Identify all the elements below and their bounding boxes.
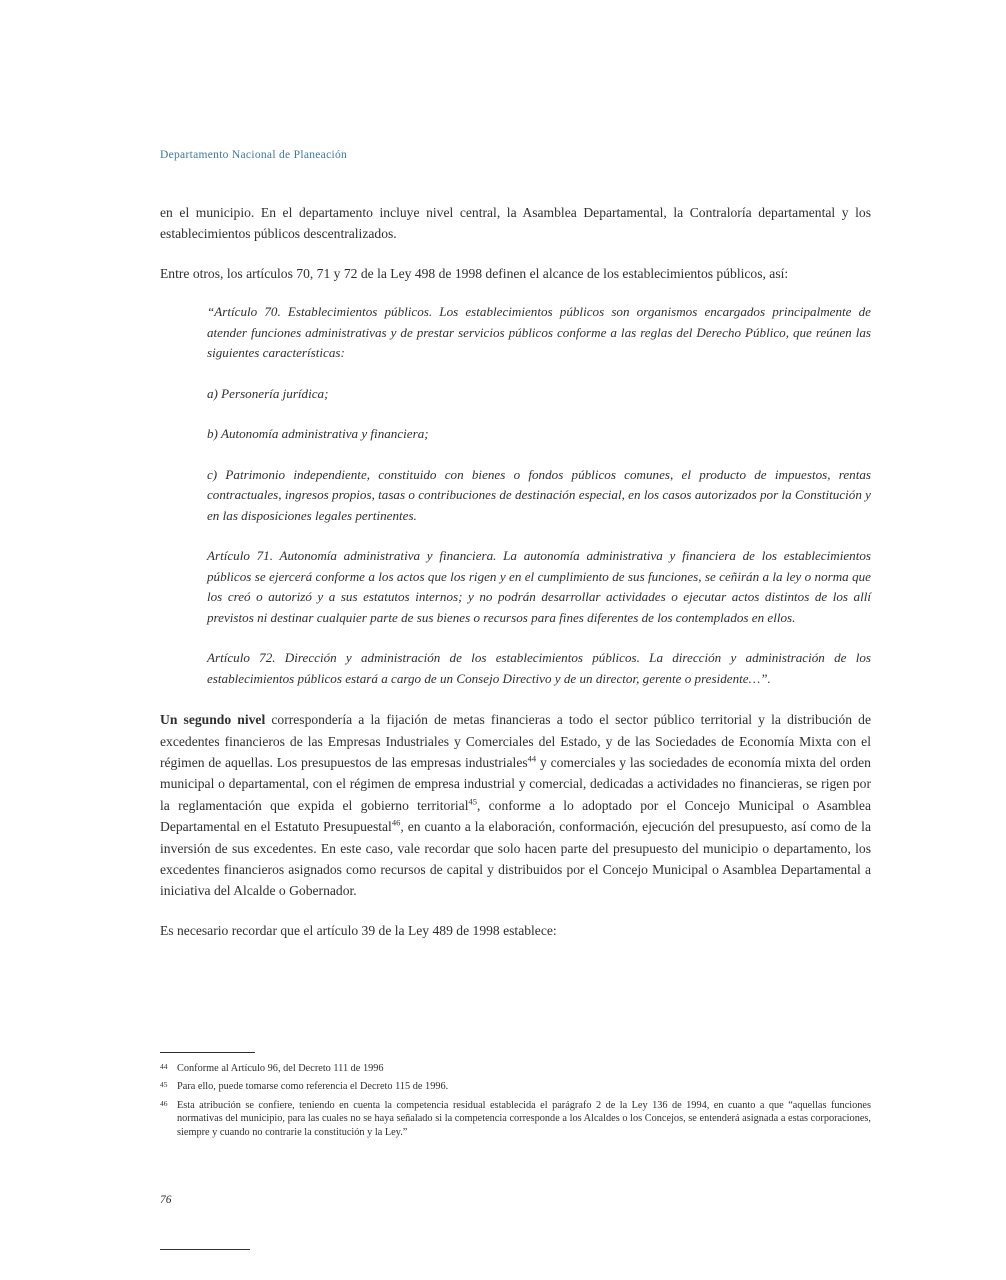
quote-item-a: a) Personería jurídica; xyxy=(207,385,329,401)
quote-articulo-71: Artículo 71. Autonomía administrativa y financiera. La autonomía administrativa y financiera de los establecimientos públicos se ejercerá conforme a los actos que los rigen y en el cumplimiento de sus funciones, se ceñirán a la ley o norma que los creó o autorizó y a sus estatutos internos; y no podrán desarrollar actividades o ejecutar actos distintos de los allí previstos ni destinar cualquier parte de sus bienes o recursos para fines diferentes de los contemplados en ellos. xyxy=(207,548,871,625)
document-header xyxy=(160,149,347,161)
quote-block xyxy=(207,302,871,689)
footnote-45 xyxy=(160,1080,871,1093)
footnote-46-text: Esta atribución se confiere, teniendo en cuenta la competencia residual establecida el parágrafo 2 de la Ley 136 de 1994, en cuanto a que “aquellas funciones normativas del municipio, para las cuales no se haya señalado si la competencia corresponde a los Alcaldes o los Concejos, se entenderá asignada a estas corporaciones, siempre y cuando no contrarie la constitución y la Ley.” xyxy=(177,1099,871,1138)
paragraph-segundo-nivel xyxy=(160,709,871,902)
segundo-nivel-text-1: correspondería a la fijación de metas financieras a todo el sector público territorial y la distribución de excedentes financieros de las Empresas Industriales y Comerciales del Estado, y de las Sociedades de Economía Mixta con el régimen de aquellas. Los presupuestos de las empresas industriales xyxy=(160,712,871,771)
footnote-ref-46: 46 xyxy=(391,817,401,828)
footnote-ref-45: 45 xyxy=(468,796,477,807)
quote-articulo-70: “Artículo 70. Establecimientos públicos. Los establecimientos públicos son organismos encargados principalmente de atender funciones administrativas y de prestar servicios públicos conforme a las reglas del Derecho Público, que reúnen las siguientes características: xyxy=(207,304,871,361)
footnote-46 xyxy=(160,1099,871,1139)
quote-articulo-72: Artículo 72. Dirección y administración de los establecimientos públicos. La dirección y administración de los establecimientos públicos estará a cargo de un Consejo Directivo y de un director, gerente o presidente…”. xyxy=(207,650,871,686)
segundo-nivel-text-2: y comerciales y las sociedades de economía mixta del orden municipal o departamental, con el régimen de empresa industrial y comercial, dedicadas a actividades no financieras, se rigen por la reglamentación que expida el gobierno territorial xyxy=(160,755,871,813)
footnote-44-number: 44 xyxy=(160,1062,168,1071)
footnotes-section xyxy=(160,1062,871,1144)
footnote-44-text: Conforme al Artículo 96, del Decreto 111 de 1996 xyxy=(177,1063,384,1074)
quote-item-c: c) Patrimonio independiente, constituido con bienes o fondos públicos comunes, el producto de impuestos, rentas contractuales, ingresos propios, tasas o contribuciones de destinación especial, en los casos autorizados por la Constitución y en las disposiciones legales pertinentes. xyxy=(207,466,871,523)
footnote-45-number: 45 xyxy=(160,1080,168,1090)
footnote-44 xyxy=(160,1062,871,1075)
segundo-nivel-text-4: , en cuanto a la elaboración, conformación, ejecución del presupuesto, así como de la inversión de sus excedentes. En este caso, vale recordar que solo hacen parte del presupuesto del municipio o departamento, los excedentes financieros asignados como recursos de capital y distribuidos por el Concejo Municipal o Asamblea Departamental a iniciativa del Alcalde o Gobernador. xyxy=(160,819,871,899)
footnote-ref-44: 44 xyxy=(527,753,537,764)
paragraph-ley-489: Es necesario recordar que el artículo 39 de la Ley 489 de 1998 establece: xyxy=(160,922,557,938)
footnote-45-text: Para ello, puede tomarse como referencia el Decreto 115 de 1996. xyxy=(177,1081,449,1093)
paragraph-ley-498: Entre otros, los artículos 70, 71 y 72 de la Ley 498 de 1998 definen el alcance de los establecimientos públicos, así: xyxy=(160,265,789,281)
footnote-separator xyxy=(160,1052,255,1053)
paragraph-municipio: en el municipio. En el departamento incluye nivel central, la Asamblea Departamental, la Contraloría departamental y los establecimientos públicos descentralizados. xyxy=(160,205,871,242)
page-number: 76 xyxy=(160,1194,172,1206)
document-body xyxy=(160,202,871,959)
segundo-nivel-lead: Un segundo nivel xyxy=(160,712,266,728)
quote-item-b: b) Autonomía administrativa y financiera; xyxy=(207,426,429,442)
bottom-rule xyxy=(160,1249,250,1250)
segundo-nivel-text-3: , conforme a lo adoptado por el Concejo Municipal o Asamblea Departamental en el Estatuto Presupuestal xyxy=(160,797,872,835)
header-title: Departamento Nacional de Planeación xyxy=(160,149,348,161)
footnote-46-number: 46 xyxy=(160,1098,168,1108)
